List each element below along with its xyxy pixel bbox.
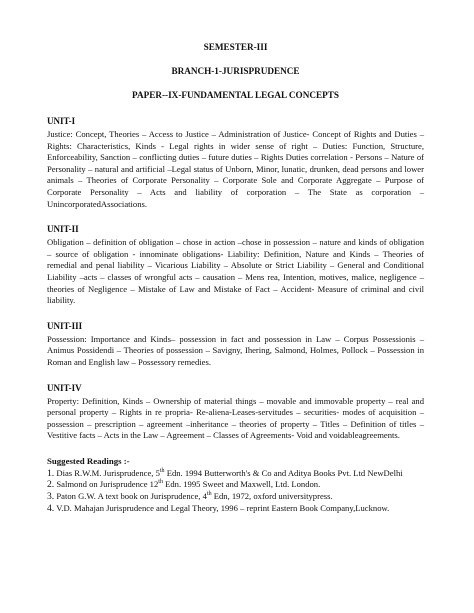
readings-title: Suggested Readings :-: [47, 455, 130, 466]
reading-text: Salmond on Jurisprudence 12: [56, 479, 159, 490]
unit-title: UNIT-I: [47, 116, 76, 126]
unit-body: Justice: Concept, Theories – Access to Justice – Administration of Justice- Concept of Rights and Duties – Rights: Characteristics, Kinds - Legal rights in wider sense of right – Duties: Function, Structure, Enforceability, Sanction – conflicting duties – future duties – Rights Duties correlation - Persons – Nature of Personality – natural and artificial –Legal status of Unborn, Minor, lunatic, drunken, dead persons and lower animals – Theories of Corporate Personality – Corporate Sole and Corporate Aggregate – Purpose of Corporate Personality – Acts and liability of corporation – The State as corporation – UnincorporatedAssociations.: [47, 129, 424, 209]
reading-text: Paton G.W. A text book on Jurisprudence, 4: [56, 491, 207, 502]
unit-section: [47, 223, 424, 307]
branch-heading: BRANCH-1-JURISPRUDENCE: [171, 66, 300, 76]
unit-body: Obligation – definition of obligation – chose in action –chose in possession – nature and kinds of obligation – source of obligation - innominate obligations- Liability: Definition, Nature and Kinds – Theories of remedial and penal liability – Vicarious Liability – Absolute or Strict Liability – General and Conditional Liability –acts – classes of wrongful acts – causation – Mens rea, Intention, motives, malice, negligence – theories of Negligence – Mistake of Law and Mistake of Fact – Accident- Measure of criminal and civil liability.: [47, 237, 424, 306]
unit-section: [47, 115, 424, 210]
reading-text: Dias R.W.M. Jurisprudence, 5: [56, 467, 160, 478]
unit-section: [47, 320, 424, 369]
semester-heading: SEMESTER-III: [203, 42, 268, 52]
unit-title: UNIT-III: [47, 320, 83, 331]
reading-text-cont: Edn. 1994 Butterworth's & Co and Aditya Books Pvt. Ltd NewDelhi: [164, 467, 403, 478]
paper-heading: PAPER--IX-FUNDAMENTAL LEGAL CONCEPTS: [132, 90, 339, 100]
reading-item: [47, 468, 424, 480]
unit-section: [47, 382, 424, 442]
reading-text: V.D. Mahajan Jurisprudence and Legal Theory, 1996 – reprint Eastern Book Company,Lucknow.: [56, 502, 390, 513]
reading-superscript: th: [158, 479, 163, 486]
unit-title: UNIT-II: [47, 224, 79, 235]
reading-item: [47, 491, 424, 503]
reading-item: [47, 479, 424, 491]
unit-title: UNIT-IV: [47, 382, 82, 393]
reading-superscript: th: [159, 468, 165, 475]
unit-body: Possession: Importance and Kinds– possession in fact and possession in Law – Corpus Possessionis – Animus Possidendi – Theories of possession – Savigny, Ihering, Salmond, Holmes, Pollock – Possession in Roman and English law – Possessory remedies.: [47, 333, 424, 367]
unit-body: Property: Definition, Kinds – Ownership of material things – movable and immovable property – real and personal property – Rights in re propria- Re-aliena-Leases-servitudes – securities- modes of acquisition – possession – prescription – agreement –inheritance – theories of property – Titles – Definition of titles – Vestitive facts – Acts in the Law – Agreement – Classes of Agreements- Void and voidableagreements.: [47, 395, 424, 441]
reading-text-cont: Edn, 1972, oxford universitypress.: [211, 491, 333, 502]
reading-item: [47, 503, 424, 515]
reading-number: 3.: [47, 491, 55, 503]
reading-number: 1.: [47, 467, 55, 479]
reading-number: 2.: [47, 479, 55, 491]
reading-number: 4.: [47, 502, 55, 514]
suggested-readings: [47, 455, 424, 514]
reading-superscript: th: [206, 491, 212, 498]
reading-text-cont: Edn. 1995 Sweet and Maxwell, Ltd. London.: [162, 479, 321, 490]
